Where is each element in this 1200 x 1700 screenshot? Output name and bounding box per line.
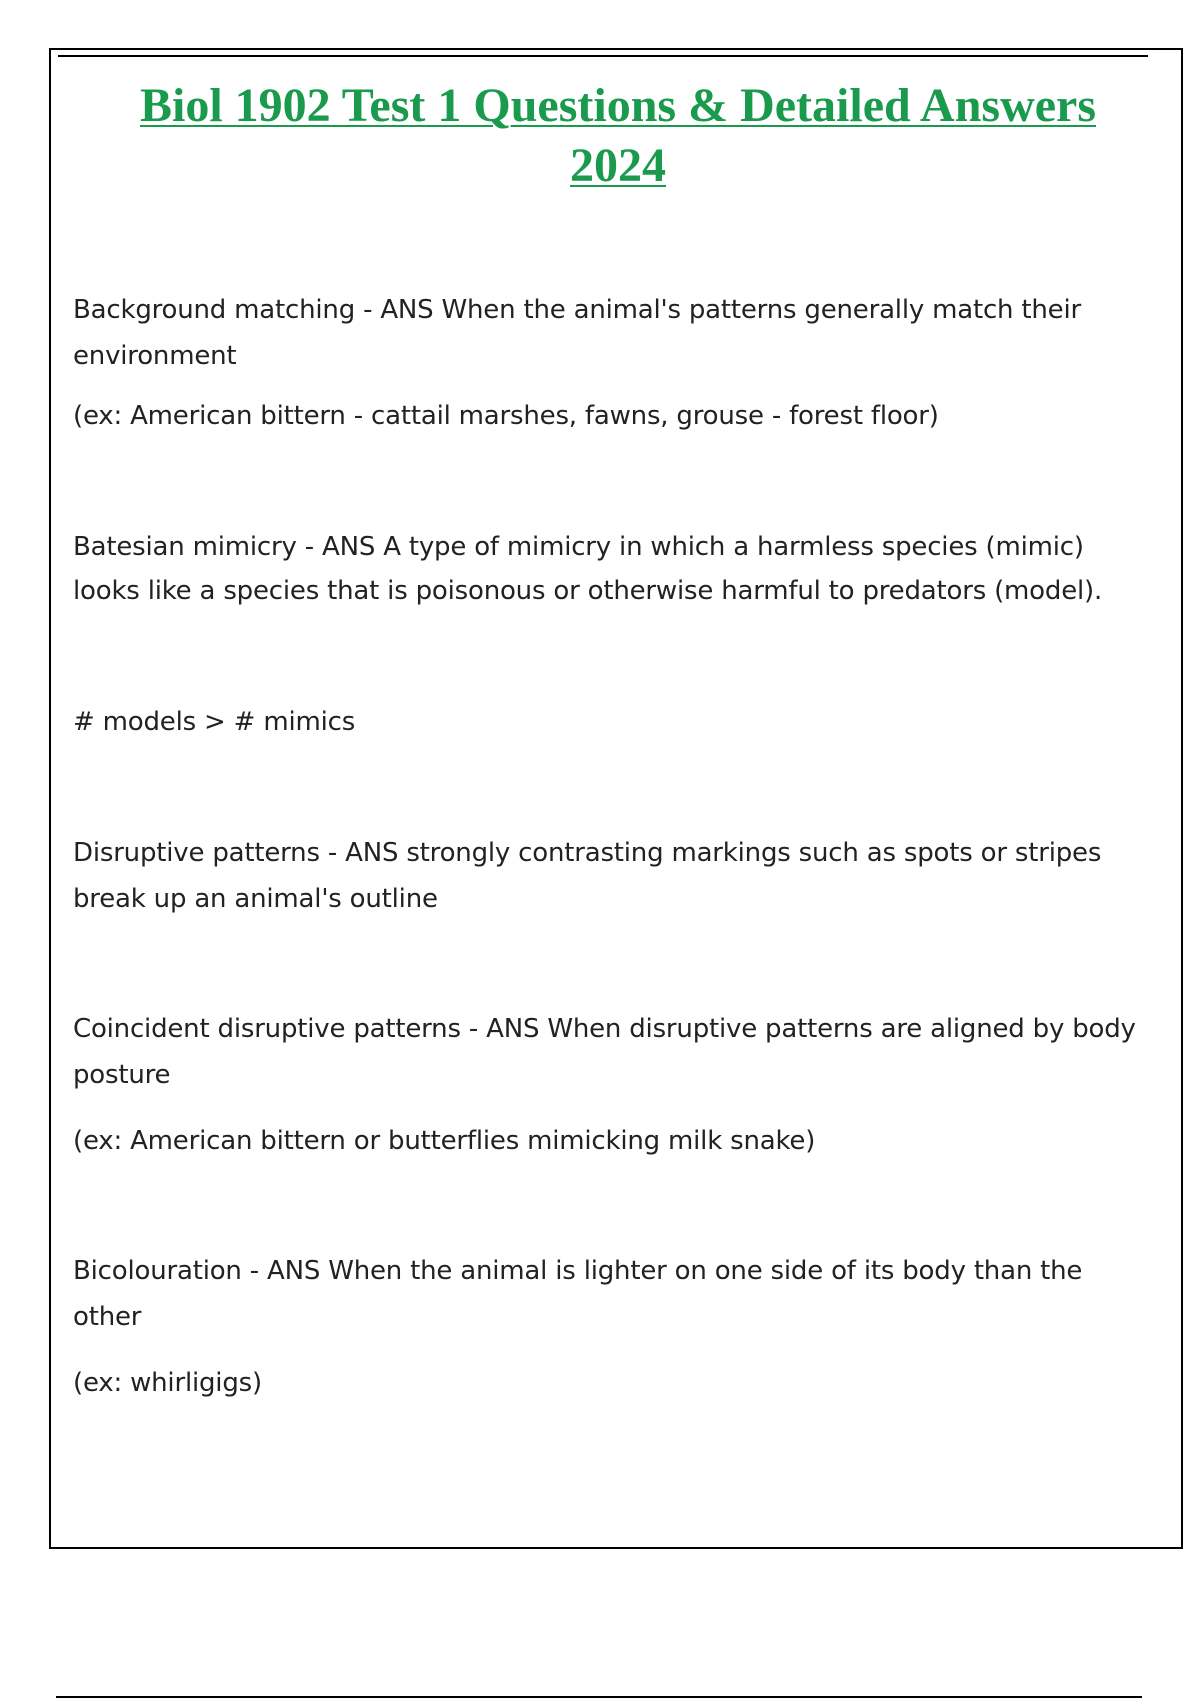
entry-disruptive-patterns-line1: Disruptive patterns - ANS strongly contrasting markings such as spots or stripes [73, 838, 1102, 868]
entry-models-mimics: # models > # mimics [73, 707, 356, 737]
bottom-rule [56, 1696, 1142, 1698]
page-frame [49, 48, 1183, 1549]
document-title [51, 76, 1185, 196]
title-line-1: Biol 1902 Test 1 Questions & Detailed Answers [139, 79, 1097, 132]
top-rule [58, 55, 1148, 57]
entry-bicolouration-line1: Bicolouration - ANS When the animal is lighter on one side of its body than the [73, 1256, 1083, 1286]
entry-coincident-disruptive-example: (ex: American bittern or butterflies mimicking milk snake) [73, 1126, 816, 1156]
entry-background-matching-line1: Background matching - ANS When the animal's patterns generally match their [73, 295, 1081, 325]
title-line-2: 2024 [570, 139, 666, 192]
entry-background-matching-example: (ex: American bittern - cattail marshes, fawns, grouse - forest floor) [73, 401, 939, 431]
entry-background-matching-line2: environment [73, 341, 237, 371]
entry-coincident-disruptive-line2: posture [73, 1060, 171, 1090]
entry-batesian-mimicry-line1: Batesian mimicry - ANS A type of mimicry in which a harmless species (mimic) [73, 532, 1084, 562]
entry-batesian-mimicry-line2: looks like a species that is poisonous or otherwise harmful to predators (model). [73, 576, 1103, 606]
entry-coincident-disruptive-line1: Coincident disruptive patterns - ANS When disruptive patterns are aligned by body [73, 1014, 1136, 1044]
entry-disruptive-patterns-line2: break up an animal's outline [73, 884, 438, 914]
entry-bicolouration-example: (ex: whirligigs) [73, 1368, 262, 1398]
entry-bicolouration-line2: other [73, 1302, 142, 1332]
